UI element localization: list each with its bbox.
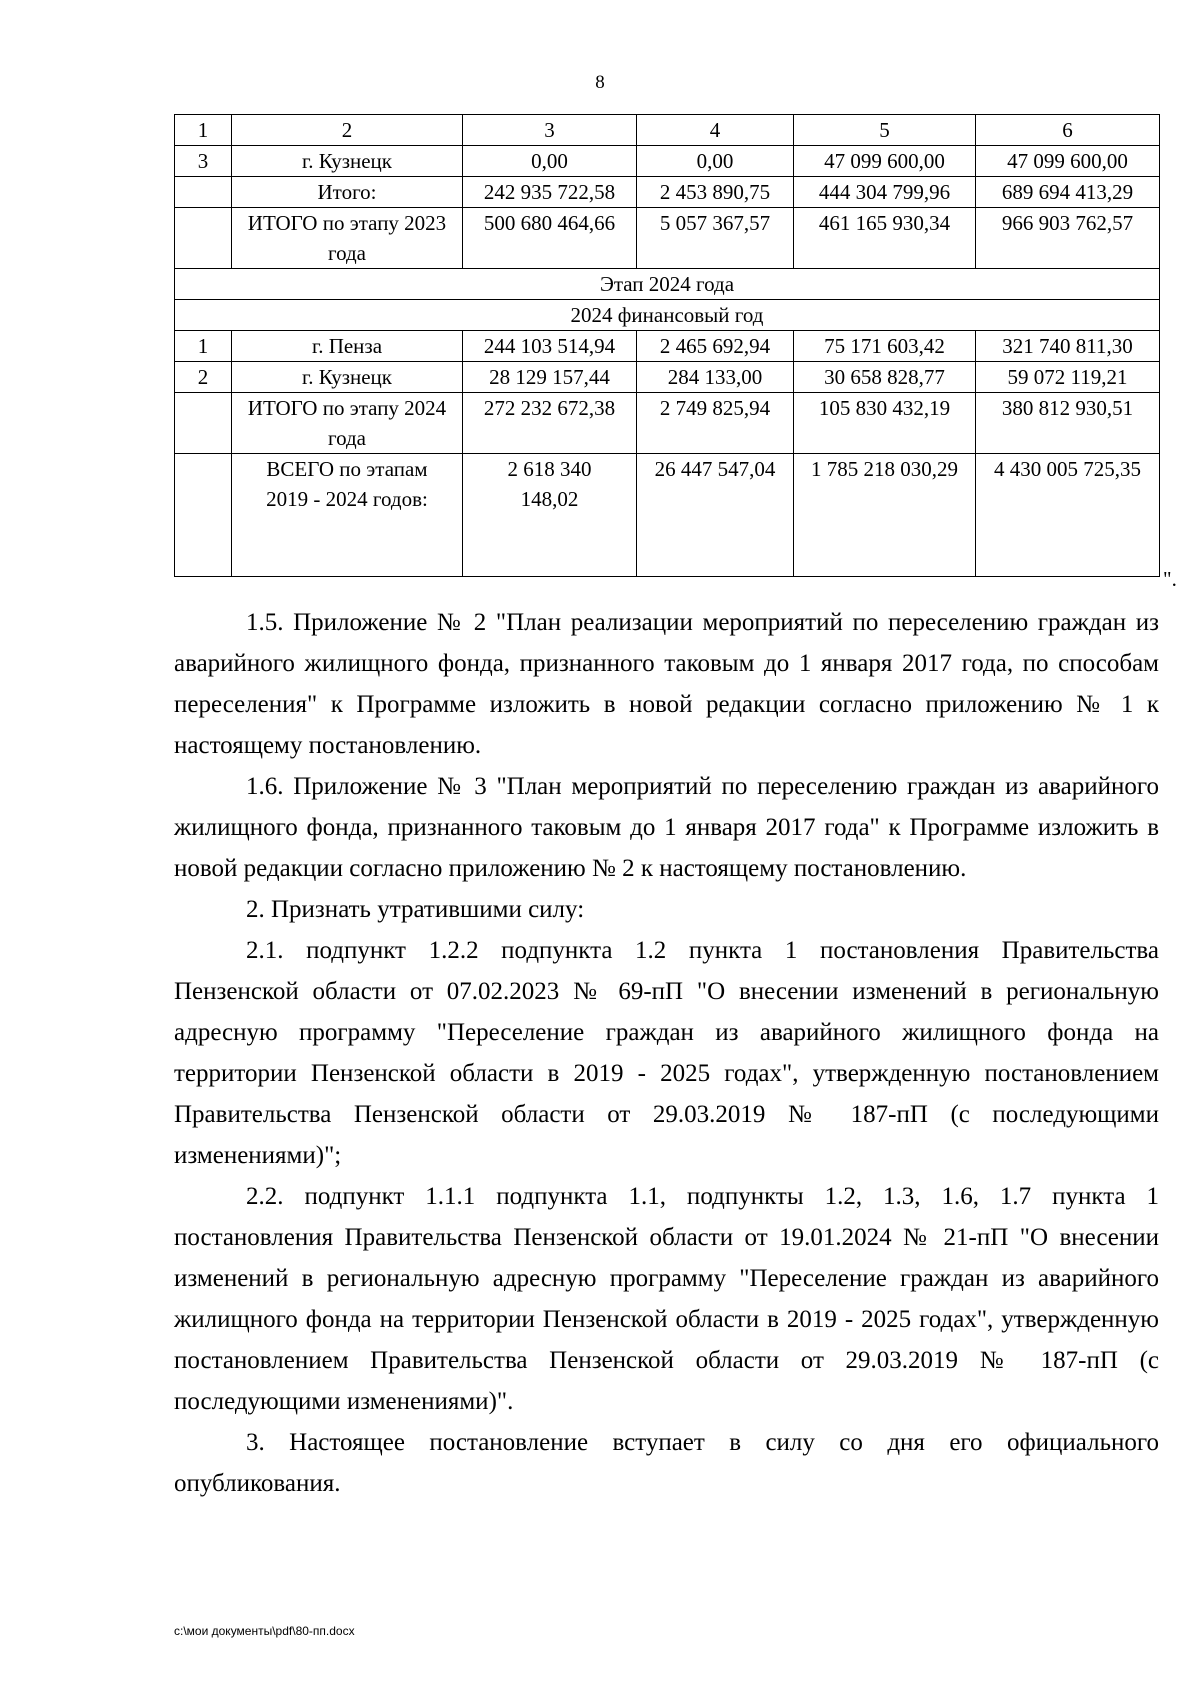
table-cell: 380 812 930,51 [976, 393, 1160, 454]
paragraph: 1.6. Приложение № 3 "План мероприятий по переселению граждан из аварийного жилищного фонда, признанного таковым до 1 января 2017 года" к Программе изложить в новой редакции согласно приложению № 2 к настоящему постановлению. [174, 773, 1159, 882]
table-cell: 284 133,00 [637, 362, 794, 393]
table-cell: ИТОГО по этапу 2024 года [232, 393, 463, 454]
column-number: 6 [976, 115, 1160, 146]
table-cell: 321 740 811,30 [976, 331, 1160, 362]
column-number: 1 [175, 115, 232, 146]
table-cell: 3 [175, 146, 232, 177]
table-cell: 47 099 600,00 [794, 146, 976, 177]
section-heading: Этап 2024 года [175, 269, 1160, 300]
table-cell: 966 903 762,57 [976, 208, 1160, 269]
table-cell [175, 393, 232, 454]
page-number: 8 [595, 72, 605, 93]
table-cell: 105 830 432,19 [794, 393, 976, 454]
table-cell: Итого: [232, 177, 463, 208]
file-path-footer: c:\мои документы\pdf\80-пп.docx [174, 1624, 355, 1638]
table-row [175, 454, 1160, 577]
paragraph: 2.1. подпункт 1.2.2 подпункта 1.2 пункта 1 постановления Правительства Пензенской области от 07.02.2023 № 69-пП "О внесении изменений в региональную адресную программу "Переселение граждан из аварийного жилищного фонда на территории Пензенской области в 2019 - 2025 годах", утвержденную постановлением Правительства Пензенской области от 29.03.2019 № 187-пП (с последующими изменениями)"; [174, 937, 1159, 1169]
table-cell [175, 177, 232, 208]
table-cell: 242 935 722,58 [463, 177, 637, 208]
paragraph: 2. Признать утратившими силу: [246, 896, 585, 923]
table-cell: 4 430 005 725,35 [976, 454, 1160, 577]
column-number: 5 [794, 115, 976, 146]
table-cell: 2 [175, 362, 232, 393]
table-cell: 47 099 600,00 [976, 146, 1160, 177]
table-cell [175, 208, 232, 269]
table-row [175, 393, 1160, 454]
table-cell: г. Кузнецк [232, 146, 463, 177]
table-cell: 75 171 603,42 [794, 331, 976, 362]
budget-table [174, 114, 1160, 577]
table-row [175, 146, 1160, 177]
table-header-row [175, 115, 1160, 146]
table-cell: 2 465 692,94 [637, 331, 794, 362]
table-cell: 1 785 218 030,29 [794, 454, 976, 577]
table-cell: 2 453 890,75 [637, 177, 794, 208]
table-cell: 244 103 514,94 [463, 331, 637, 362]
closing-quote-mark: ". [1163, 567, 1177, 591]
table-cell: 2 749 825,94 [637, 393, 794, 454]
table-cell: 1 [175, 331, 232, 362]
table-cell: 461 165 930,34 [794, 208, 976, 269]
table-cell: 30 658 828,77 [794, 362, 976, 393]
table-row [175, 177, 1160, 208]
table-cell: 0,00 [463, 146, 637, 177]
table-row [175, 331, 1160, 362]
table-cell: 26 447 547,04 [637, 454, 794, 577]
column-number: 2 [232, 115, 463, 146]
table-cell: 689 694 413,29 [976, 177, 1160, 208]
table-row [175, 208, 1160, 269]
table-cell: г. Пенза [232, 331, 463, 362]
column-number: 4 [637, 115, 794, 146]
table-cell: 272 232 672,38 [463, 393, 637, 454]
table-cell: 0,00 [637, 146, 794, 177]
section-row [175, 300, 1160, 331]
table-cell [175, 454, 232, 577]
section-row [175, 269, 1160, 300]
document-body [174, 602, 1159, 1504]
table-cell: 5 057 367,57 [637, 208, 794, 269]
table-cell: ИТОГО по этапу 2023 года [232, 208, 463, 269]
table-cell: 28 129 157,44 [463, 362, 637, 393]
paragraph: 3. Настоящее постановление вступает в силу со дня его официального опубликования. [174, 1429, 1159, 1497]
table-cell: 500 680 464,66 [463, 208, 637, 269]
paragraph: 2.2. подпункт 1.1.1 подпункта 1.1, подпункты 1.2, 1.3, 1.6, 1.7 пункта 1 постановления Правительства Пензенской области от 19.01.2024 № 21-пП "О внесении изменений в региональную адресную программу "Переселение граждан из аварийного жилищного фонда на территории Пензенской области в 2019 - 2025 годах", утвержденную постановлением Правительства Пензенской области от 29.03.2019 № 187-пП (с последующими изменениями)". [174, 1183, 1159, 1415]
table-cell: 59 072 119,21 [976, 362, 1160, 393]
table-cell: ВСЕГО по этапам 2019 - 2024 годов: [232, 454, 463, 577]
table-row [175, 362, 1160, 393]
column-number: 3 [463, 115, 637, 146]
table-cell: г. Кузнецк [232, 362, 463, 393]
section-heading: 2024 финансовый год [175, 300, 1160, 331]
table-cell: 2 618 340 148,02 [463, 454, 637, 577]
table-cell: 444 304 799,96 [794, 177, 976, 208]
paragraph: 1.5. Приложение № 2 "План реализации мероприятий по переселению граждан из аварийного жилищного фонда, признанного таковым до 1 января 2017 года, по способам переселения" к Программе изложить в новой редакции согласно приложению № 1 к настоящему постановлению. [174, 609, 1159, 759]
